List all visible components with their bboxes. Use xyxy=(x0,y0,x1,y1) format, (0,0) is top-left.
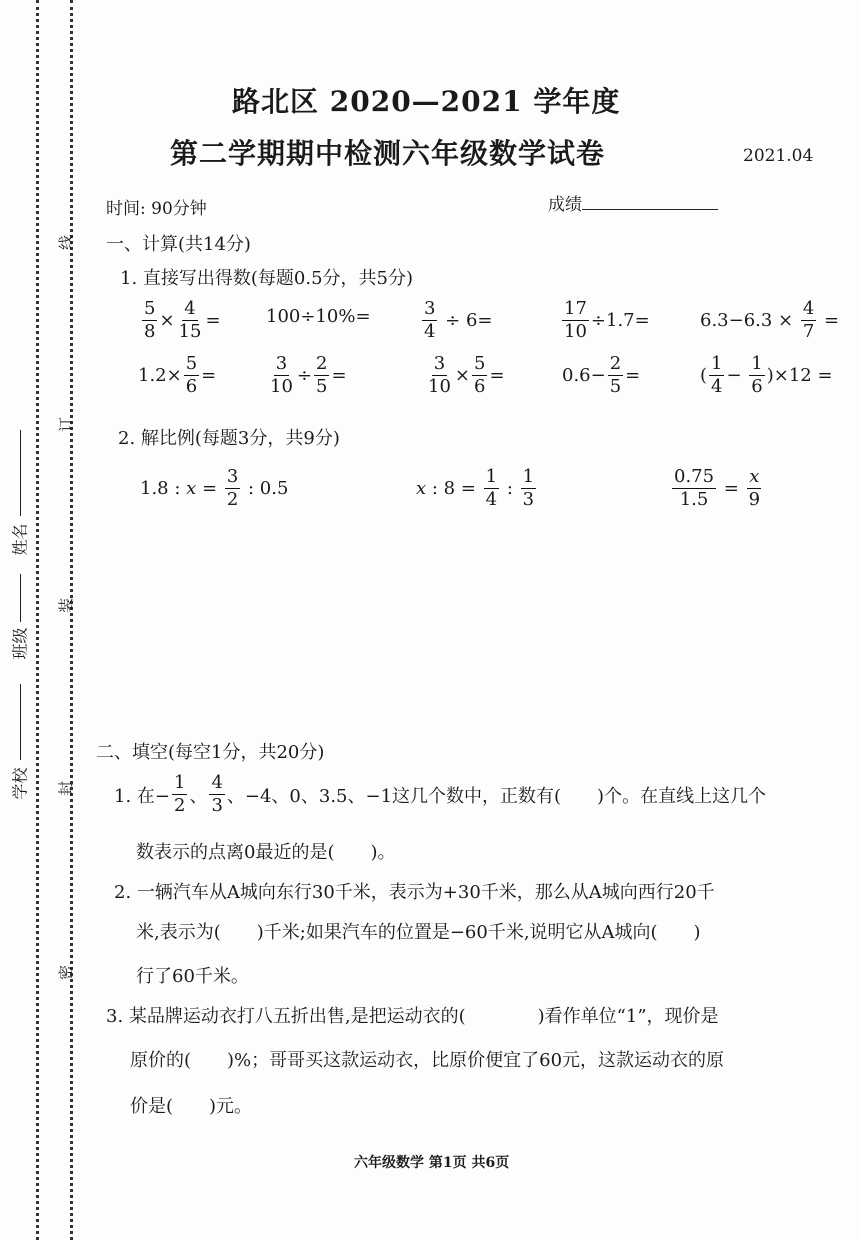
binding-mark-mi: 密 xyxy=(57,964,76,981)
fraction: $\frac{1}{6}$ xyxy=(751,353,763,397)
fill-q1-line2: 数表示的点离0最近的是( )。 xyxy=(136,842,396,863)
fraction: $\frac{5}{6}$ xyxy=(185,353,198,397)
calc-item-9: 0.6− $\frac{2}{5}$ = xyxy=(562,353,641,397)
fraction: $\frac{3}{10}$ xyxy=(428,353,451,397)
name-field-line[interactable] xyxy=(20,430,21,516)
proportion-item-3: $\frac{0.75}{1.5}$ = $\frac{x}{9}$ xyxy=(674,466,761,510)
fraction: $\frac{1}{4}$ xyxy=(485,466,498,510)
fraction: $\frac{3}{2}$ xyxy=(226,466,239,510)
section2-heading: 二、填空(每空1分，共20分) xyxy=(96,742,325,763)
exam-date: 2021.04 xyxy=(743,146,814,166)
exam-title-line2: 第二学期期中检测六年级数学试卷 xyxy=(170,137,606,170)
fill-q3-line1: 3. 某品牌运动衣打八五折出售,是把运动衣的( )看作单位“1”，现价是 xyxy=(106,1006,719,1027)
score-blank[interactable] xyxy=(582,209,718,210)
binding-mark-xian: 线 xyxy=(57,234,76,251)
calc-item-5: 6.3−6.3 × $\frac{4}{7}$ = xyxy=(700,298,840,342)
fraction: $\frac{3}{4}$ xyxy=(424,298,436,342)
fraction: $\frac{0.75}{1.5}$ xyxy=(674,466,715,510)
score-label: 成绩 xyxy=(548,195,582,215)
fill-q3-line3: 价是( )元。 xyxy=(130,1096,253,1117)
fraction: $\frac{2}{5}$ xyxy=(316,353,328,397)
calc-item-8: $\frac{3}{10}$ × $\frac{5}{6}$ = xyxy=(428,353,505,397)
calc-item-3: $\frac{3}{4}$ ÷ 6= xyxy=(424,298,493,342)
fraction: $\frac{3}{10}$ xyxy=(270,353,293,397)
fill-q2-line1: 2. 一辆汽车从A城向东行30千米，表示为+30千米，那么从A城向西行20千 xyxy=(114,882,715,903)
school-field-line[interactable] xyxy=(20,684,21,760)
fraction: $\frac{17}{10}$ xyxy=(564,298,587,342)
time-label: 时间: 90分钟 xyxy=(106,199,207,219)
proportion-item-2: x : 8 = $\frac{1}{4}$ : $\frac{1}{3}$ xyxy=(416,466,535,510)
score-field[interactable] xyxy=(548,190,718,215)
fraction: $\frac{5}{6}$ xyxy=(474,353,486,397)
name-field-label: 姓名 xyxy=(10,523,30,556)
class-field-label: 班级 xyxy=(10,627,30,660)
binding-dotted-line-inner xyxy=(36,0,39,1240)
school-field-label: 学校 xyxy=(10,767,30,800)
fraction: $\frac{x}{9}$ xyxy=(748,466,761,510)
section1-q1-title: 1. 直接写出得数(每题0.5分，共5分) xyxy=(120,268,414,289)
fill-q2-line3: 行了60千米。 xyxy=(136,966,249,987)
calc-item-7: $\frac{3}{10}$ ÷ $\frac{2}{5}$ = xyxy=(270,353,347,397)
fraction: $\frac{5}{8}$ xyxy=(144,298,156,342)
calc-item-6: 1.2× $\frac{5}{6}$ = xyxy=(138,353,217,397)
section1-heading: 一、计算(共14分) xyxy=(106,234,251,255)
binding-mark-zhuang: 装 xyxy=(57,597,76,614)
class-field-line[interactable] xyxy=(20,574,21,622)
section1-q2-title: 2. 解比例(每题3分，共9分) xyxy=(118,428,340,449)
page-footer: 六年级数学 第1页 共6页 xyxy=(354,1155,510,1171)
calc-item-1: $\frac{5}{8}$ × $\frac{4}{15}$ = xyxy=(144,298,221,342)
binding-mark-ding: 订 xyxy=(57,416,76,433)
fraction-1-2: $\frac{1}{2}$ xyxy=(173,772,186,816)
exam-title-line1: 路北区 2020—2021 学年度 xyxy=(232,85,621,118)
proportion-item-1: 1.8 : x = $\frac{3}{2}$ : 0.5 xyxy=(140,466,289,510)
fraction-4-3: $\frac{4}{3}$ xyxy=(211,772,223,816)
calc-item-2: 100÷10%= xyxy=(266,306,371,327)
fraction: $\frac{2}{5}$ xyxy=(609,353,622,397)
fraction: $\frac{1}{4}$ xyxy=(711,353,723,397)
fill-q1-line1: 1. 在− $\frac{1}{2}$ 、 $\frac{4}{3}$ 、−4、0、3.5、−1这几个数中，正数有( )个。在直线上这几个 xyxy=(114,772,767,816)
fill-q2-line2: 米,表示为( )千米;如果汽车的位置是−60千米,说明它从A城向( ) xyxy=(136,922,701,943)
fraction: $\frac{4}{15}$ xyxy=(178,298,202,342)
calc-item-10: ( $\frac{1}{4}$ − $\frac{1}{6}$ )×12 = xyxy=(700,353,833,397)
fraction: $\frac{4}{7}$ xyxy=(802,298,815,342)
binding-mark-feng: 封 xyxy=(57,780,76,797)
calc-item-4: $\frac{17}{10}$ ÷1.7= xyxy=(564,298,650,342)
binding-dotted-line-outer xyxy=(70,0,73,1240)
fill-q3-line2: 原价的( )%；哥哥买这款运动衣，比原价便宜了60元，这款运动衣的原 xyxy=(130,1050,725,1071)
fraction: $\frac{1}{3}$ xyxy=(522,466,535,510)
